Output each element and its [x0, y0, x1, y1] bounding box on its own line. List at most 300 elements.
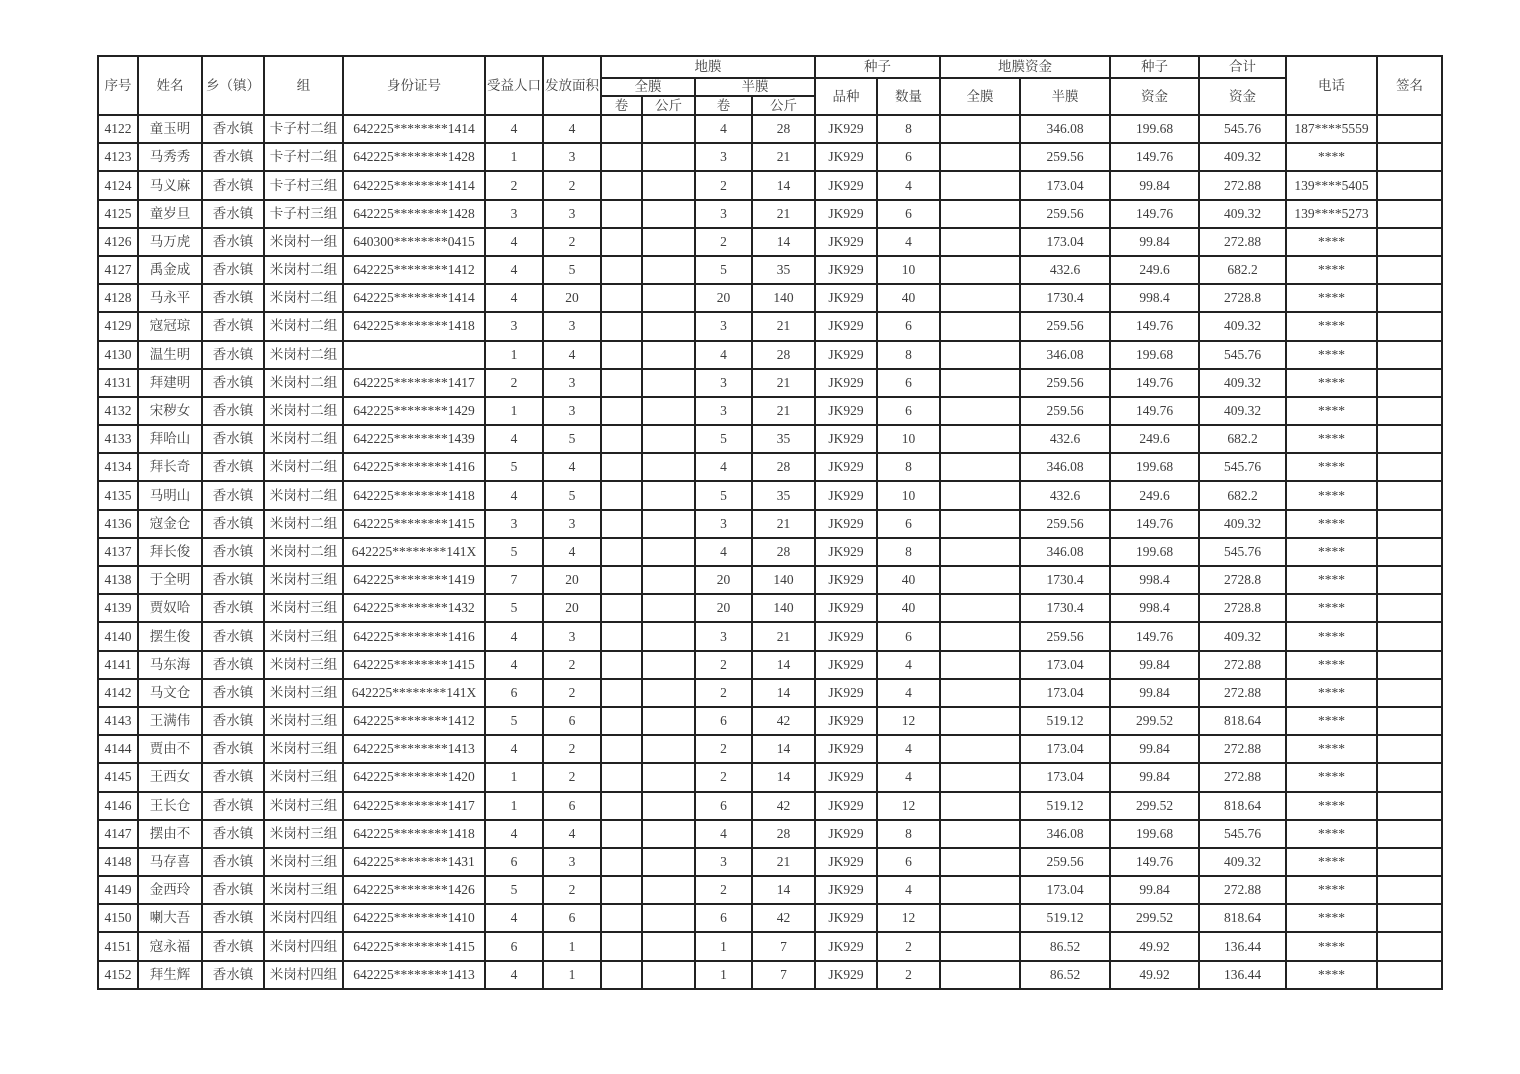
cell-total: 545.76	[1199, 820, 1286, 848]
table-row	[98, 284, 1442, 312]
cell-full-roll	[601, 679, 642, 707]
cell-full-roll	[601, 200, 642, 228]
cell-seed-fund: 99.84	[1110, 763, 1199, 791]
cell-signature	[1377, 481, 1442, 509]
col-header-half-roll: 卷	[695, 96, 752, 115]
cell-group: 卡子村三组	[264, 171, 343, 199]
cell-id: 642225********1431	[343, 848, 485, 876]
cell-half-roll: 4	[695, 341, 752, 369]
group-header-film-fund: 地膜资金	[940, 56, 1110, 78]
subsidy-table	[97, 55, 1443, 990]
cell-township: 香水镇	[202, 397, 264, 425]
cell-phone: ****	[1286, 904, 1377, 932]
cell-group: 米岗村四组	[264, 961, 343, 989]
cell-full-roll	[601, 369, 642, 397]
cell-variety: JK929	[815, 651, 877, 679]
cell-half-kg: 21	[752, 369, 815, 397]
cell-full-kg	[642, 425, 695, 453]
cell-quantity: 8	[877, 820, 940, 848]
cell-half-roll: 2	[695, 679, 752, 707]
cell-id: 642225********1426	[343, 876, 485, 904]
cell-seed-fund: 299.52	[1110, 792, 1199, 820]
col-header-seed-fund-top: 种子	[1110, 56, 1199, 78]
cell-phone: ****	[1286, 763, 1377, 791]
col-header-total-bottom: 资金	[1199, 78, 1286, 115]
cell-half-kg: 42	[752, 792, 815, 820]
cell-variety: JK929	[815, 284, 877, 312]
cell-phone: ****	[1286, 932, 1377, 960]
table-row	[98, 932, 1442, 960]
cell-id: 642225********1418	[343, 820, 485, 848]
col-header-signature: 签名	[1377, 56, 1442, 115]
cell-half-kg: 140	[752, 284, 815, 312]
cell-half-roll: 5	[695, 256, 752, 284]
cell-fund-full	[940, 679, 1020, 707]
cell-name: 摆由不	[138, 820, 202, 848]
cell-id: 642225********1428	[343, 200, 485, 228]
cell-quantity: 12	[877, 792, 940, 820]
cell-beneficiary: 5	[485, 594, 543, 622]
cell-full-kg	[642, 369, 695, 397]
table-row	[98, 369, 1442, 397]
cell-full-kg	[642, 143, 695, 171]
col-header-fund-full-film: 全膜	[940, 78, 1020, 115]
cell-quantity: 40	[877, 566, 940, 594]
cell-quantity: 6	[877, 143, 940, 171]
cell-beneficiary: 6	[485, 679, 543, 707]
cell-township: 香水镇	[202, 312, 264, 340]
col-header-area: 发放面积	[543, 56, 601, 115]
cell-full-kg	[642, 651, 695, 679]
table-row	[98, 397, 1442, 425]
cell-area: 20	[543, 566, 601, 594]
cell-total: 409.32	[1199, 510, 1286, 538]
cell-name: 马文仓	[138, 679, 202, 707]
cell-fund-full	[940, 932, 1020, 960]
cell-id: 642225********1418	[343, 481, 485, 509]
cell-fund-full	[940, 961, 1020, 989]
table-row	[98, 707, 1442, 735]
table-row	[98, 820, 1442, 848]
cell-signature	[1377, 397, 1442, 425]
cell-half-roll: 20	[695, 566, 752, 594]
cell-id: 642225********1412	[343, 707, 485, 735]
cell-area: 3	[543, 622, 601, 650]
cell-total: 545.76	[1199, 538, 1286, 566]
cell-seed-fund: 249.6	[1110, 256, 1199, 284]
cell-half-kg: 14	[752, 228, 815, 256]
cell-serial: 4143	[98, 707, 138, 735]
cell-signature	[1377, 284, 1442, 312]
cell-quantity: 10	[877, 425, 940, 453]
cell-fund-full	[940, 312, 1020, 340]
cell-phone: ****	[1286, 622, 1377, 650]
cell-variety: JK929	[815, 115, 877, 143]
cell-township: 香水镇	[202, 622, 264, 650]
cell-full-roll	[601, 425, 642, 453]
table-body	[98, 115, 1442, 989]
cell-full-roll	[601, 312, 642, 340]
col-header-quantity: 数量	[877, 78, 940, 115]
cell-seed-fund: 249.6	[1110, 481, 1199, 509]
cell-fund-half: 86.52	[1020, 932, 1110, 960]
cell-beneficiary: 4	[485, 961, 543, 989]
cell-seed-fund: 149.76	[1110, 200, 1199, 228]
cell-signature	[1377, 679, 1442, 707]
cell-fund-full	[940, 904, 1020, 932]
cell-fund-full	[940, 200, 1020, 228]
cell-half-kg: 35	[752, 256, 815, 284]
cell-quantity: 6	[877, 369, 940, 397]
cell-half-roll: 6	[695, 707, 752, 735]
cell-fund-full	[940, 707, 1020, 735]
cell-name: 马存喜	[138, 848, 202, 876]
cell-fund-half: 173.04	[1020, 735, 1110, 763]
cell-half-kg: 21	[752, 622, 815, 650]
cell-full-roll	[601, 848, 642, 876]
cell-signature	[1377, 820, 1442, 848]
cell-beneficiary: 1	[485, 341, 543, 369]
cell-group: 米岗村二组	[264, 369, 343, 397]
cell-id: 642225********1414	[343, 171, 485, 199]
cell-total: 272.88	[1199, 763, 1286, 791]
cell-area: 20	[543, 284, 601, 312]
cell-township: 香水镇	[202, 510, 264, 538]
cell-signature	[1377, 707, 1442, 735]
cell-phone: ****	[1286, 566, 1377, 594]
table-row	[98, 228, 1442, 256]
cell-phone: ****	[1286, 848, 1377, 876]
table-row	[98, 961, 1442, 989]
cell-variety: JK929	[815, 369, 877, 397]
cell-seed-fund: 149.76	[1110, 143, 1199, 171]
cell-full-roll	[601, 481, 642, 509]
cell-half-kg: 21	[752, 848, 815, 876]
cell-serial: 4149	[98, 876, 138, 904]
cell-area: 3	[543, 397, 601, 425]
cell-full-kg	[642, 397, 695, 425]
cell-phone: ****	[1286, 961, 1377, 989]
cell-half-kg: 14	[752, 679, 815, 707]
cell-signature	[1377, 143, 1442, 171]
cell-total: 682.2	[1199, 481, 1286, 509]
cell-id: 642225********1417	[343, 792, 485, 820]
cell-name: 贾奴哈	[138, 594, 202, 622]
cell-id: 642225********1415	[343, 932, 485, 960]
cell-township: 香水镇	[202, 171, 264, 199]
cell-half-kg: 7	[752, 961, 815, 989]
cell-township: 香水镇	[202, 566, 264, 594]
cell-quantity: 6	[877, 848, 940, 876]
col-header-seed-fund-bottom: 资金	[1110, 78, 1199, 115]
cell-beneficiary: 2	[485, 369, 543, 397]
cell-seed-fund: 99.84	[1110, 679, 1199, 707]
cell-half-kg: 7	[752, 932, 815, 960]
cell-fund-half: 346.08	[1020, 453, 1110, 481]
cell-full-roll	[601, 820, 642, 848]
cell-serial: 4142	[98, 679, 138, 707]
table-row	[98, 510, 1442, 538]
cell-group: 米岗村二组	[264, 284, 343, 312]
cell-phone: ****	[1286, 651, 1377, 679]
cell-fund-half: 173.04	[1020, 876, 1110, 904]
cell-fund-half: 519.12	[1020, 792, 1110, 820]
cell-name: 拜长俊	[138, 538, 202, 566]
cell-area: 2	[543, 679, 601, 707]
cell-half-roll: 6	[695, 792, 752, 820]
cell-group: 米岗村三组	[264, 763, 343, 791]
cell-signature	[1377, 200, 1442, 228]
cell-full-roll	[601, 763, 642, 791]
cell-id: 642225********1412	[343, 256, 485, 284]
cell-total: 409.32	[1199, 312, 1286, 340]
table-row	[98, 848, 1442, 876]
cell-full-kg	[642, 792, 695, 820]
cell-full-roll	[601, 707, 642, 735]
cell-seed-fund: 199.68	[1110, 538, 1199, 566]
cell-half-kg: 28	[752, 453, 815, 481]
cell-seed-fund: 99.84	[1110, 651, 1199, 679]
cell-phone: ****	[1286, 312, 1377, 340]
cell-quantity: 6	[877, 510, 940, 538]
cell-total: 272.88	[1199, 679, 1286, 707]
cell-full-kg	[642, 707, 695, 735]
cell-fund-half: 259.56	[1020, 622, 1110, 650]
cell-half-roll: 3	[695, 397, 752, 425]
cell-full-kg	[642, 622, 695, 650]
cell-variety: JK929	[815, 425, 877, 453]
cell-seed-fund: 149.76	[1110, 369, 1199, 397]
cell-seed-fund: 299.52	[1110, 904, 1199, 932]
table-row	[98, 256, 1442, 284]
cell-full-roll	[601, 932, 642, 960]
cell-total: 545.76	[1199, 115, 1286, 143]
cell-phone: ****	[1286, 707, 1377, 735]
table-row	[98, 679, 1442, 707]
cell-seed-fund: 149.76	[1110, 312, 1199, 340]
cell-fund-full	[940, 453, 1020, 481]
cell-variety: JK929	[815, 341, 877, 369]
cell-full-kg	[642, 341, 695, 369]
cell-phone: ****	[1286, 510, 1377, 538]
cell-half-roll: 3	[695, 312, 752, 340]
cell-total: 2728.8	[1199, 284, 1286, 312]
cell-group: 米岗村二组	[264, 510, 343, 538]
cell-signature	[1377, 961, 1442, 989]
col-header-full-roll: 卷	[601, 96, 642, 115]
subgroup-header-half-film: 半膜	[695, 78, 815, 96]
cell-seed-fund: 998.4	[1110, 284, 1199, 312]
table-row	[98, 651, 1442, 679]
cell-total: 409.32	[1199, 848, 1286, 876]
cell-id	[343, 341, 485, 369]
cell-id: 642225********1417	[343, 369, 485, 397]
table-row	[98, 425, 1442, 453]
cell-full-kg	[642, 312, 695, 340]
cell-total: 272.88	[1199, 651, 1286, 679]
cell-variety: JK929	[815, 763, 877, 791]
cell-phone: ****	[1286, 425, 1377, 453]
cell-total: 2728.8	[1199, 594, 1286, 622]
cell-half-kg: 42	[752, 904, 815, 932]
cell-half-kg: 28	[752, 341, 815, 369]
cell-beneficiary: 4	[485, 481, 543, 509]
cell-fund-half: 173.04	[1020, 763, 1110, 791]
cell-fund-half: 173.04	[1020, 679, 1110, 707]
cell-id: 642225********141X	[343, 538, 485, 566]
cell-area: 5	[543, 425, 601, 453]
cell-half-kg: 14	[752, 763, 815, 791]
cell-group: 米岗村二组	[264, 425, 343, 453]
cell-beneficiary: 4	[485, 425, 543, 453]
cell-full-kg	[642, 566, 695, 594]
cell-total: 409.32	[1199, 622, 1286, 650]
cell-area: 4	[543, 453, 601, 481]
group-header-seed: 种子	[815, 56, 940, 78]
cell-area: 3	[543, 312, 601, 340]
cell-full-kg	[642, 228, 695, 256]
cell-township: 香水镇	[202, 256, 264, 284]
cell-seed-fund: 149.76	[1110, 622, 1199, 650]
cell-township: 香水镇	[202, 369, 264, 397]
table-header	[98, 56, 1442, 115]
cell-beneficiary: 4	[485, 904, 543, 932]
cell-full-roll	[601, 397, 642, 425]
cell-seed-fund: 149.76	[1110, 397, 1199, 425]
cell-phone: ****	[1286, 679, 1377, 707]
cell-group: 卡子村二组	[264, 115, 343, 143]
cell-name: 王长仓	[138, 792, 202, 820]
cell-serial: 4133	[98, 425, 138, 453]
cell-full-roll	[601, 453, 642, 481]
cell-phone: ****	[1286, 792, 1377, 820]
cell-full-roll	[601, 792, 642, 820]
cell-half-roll: 2	[695, 735, 752, 763]
cell-half-roll: 5	[695, 425, 752, 453]
table-row	[98, 312, 1442, 340]
cell-name: 于全明	[138, 566, 202, 594]
cell-serial: 4139	[98, 594, 138, 622]
cell-signature	[1377, 538, 1442, 566]
cell-quantity: 6	[877, 622, 940, 650]
cell-full-kg	[642, 510, 695, 538]
cell-half-roll: 2	[695, 228, 752, 256]
cell-area: 2	[543, 876, 601, 904]
cell-half-roll: 4	[695, 820, 752, 848]
cell-area: 3	[543, 369, 601, 397]
cell-area: 4	[543, 820, 601, 848]
cell-beneficiary: 2	[485, 171, 543, 199]
cell-full-kg	[642, 904, 695, 932]
cell-full-roll	[601, 256, 642, 284]
cell-fund-full	[940, 228, 1020, 256]
cell-full-kg	[642, 200, 695, 228]
cell-full-roll	[601, 904, 642, 932]
cell-fund-half: 346.08	[1020, 341, 1110, 369]
cell-township: 香水镇	[202, 848, 264, 876]
cell-name: 贾由不	[138, 735, 202, 763]
cell-serial: 4134	[98, 453, 138, 481]
cell-phone: ****	[1286, 594, 1377, 622]
cell-fund-full	[940, 876, 1020, 904]
table-row	[98, 481, 1442, 509]
cell-quantity: 12	[877, 707, 940, 735]
cell-full-roll	[601, 171, 642, 199]
cell-full-kg	[642, 820, 695, 848]
cell-full-kg	[642, 284, 695, 312]
cell-total: 545.76	[1199, 453, 1286, 481]
cell-serial: 4135	[98, 481, 138, 509]
cell-seed-fund: 99.84	[1110, 876, 1199, 904]
table-row	[98, 341, 1442, 369]
cell-beneficiary: 4	[485, 284, 543, 312]
cell-area: 2	[543, 228, 601, 256]
cell-half-kg: 14	[752, 651, 815, 679]
cell-beneficiary: 5	[485, 453, 543, 481]
cell-phone: ****	[1286, 341, 1377, 369]
cell-half-roll: 2	[695, 876, 752, 904]
cell-half-roll: 4	[695, 538, 752, 566]
cell-total: 272.88	[1199, 876, 1286, 904]
table-row	[98, 622, 1442, 650]
cell-signature	[1377, 651, 1442, 679]
cell-id: 642225********1432	[343, 594, 485, 622]
cell-fund-full	[940, 622, 1020, 650]
cell-full-kg	[642, 256, 695, 284]
cell-variety: JK929	[815, 792, 877, 820]
cell-signature	[1377, 256, 1442, 284]
cell-signature	[1377, 932, 1442, 960]
cell-quantity: 8	[877, 538, 940, 566]
cell-township: 香水镇	[202, 341, 264, 369]
cell-id: 642225********1413	[343, 735, 485, 763]
cell-seed-fund: 99.84	[1110, 228, 1199, 256]
cell-full-roll	[601, 510, 642, 538]
cell-id: 642225********1429	[343, 397, 485, 425]
cell-total: 818.64	[1199, 904, 1286, 932]
subgroup-header-full-film: 全膜	[601, 78, 695, 96]
cell-township: 香水镇	[202, 538, 264, 566]
cell-group: 米岗村三组	[264, 566, 343, 594]
cell-fund-full	[940, 820, 1020, 848]
cell-serial: 4128	[98, 284, 138, 312]
cell-quantity: 10	[877, 256, 940, 284]
cell-name: 寇永福	[138, 932, 202, 960]
cell-serial: 4130	[98, 341, 138, 369]
cell-seed-fund: 99.84	[1110, 171, 1199, 199]
cell-fund-full	[940, 566, 1020, 594]
cell-full-kg	[642, 763, 695, 791]
cell-seed-fund: 998.4	[1110, 566, 1199, 594]
col-header-half-kg: 公斤	[752, 96, 815, 115]
cell-beneficiary: 4	[485, 820, 543, 848]
cell-area: 4	[543, 341, 601, 369]
cell-name: 温生明	[138, 341, 202, 369]
cell-group: 米岗村二组	[264, 453, 343, 481]
cell-variety: JK929	[815, 932, 877, 960]
cell-id: 642225********141X	[343, 679, 485, 707]
cell-full-roll	[601, 284, 642, 312]
cell-name: 马万虎	[138, 228, 202, 256]
cell-serial: 4122	[98, 115, 138, 143]
cell-full-kg	[642, 735, 695, 763]
cell-fund-half: 259.56	[1020, 143, 1110, 171]
cell-group: 米岗村三组	[264, 792, 343, 820]
cell-township: 香水镇	[202, 651, 264, 679]
cell-group: 米岗村二组	[264, 397, 343, 425]
cell-township: 香水镇	[202, 763, 264, 791]
cell-signature	[1377, 115, 1442, 143]
